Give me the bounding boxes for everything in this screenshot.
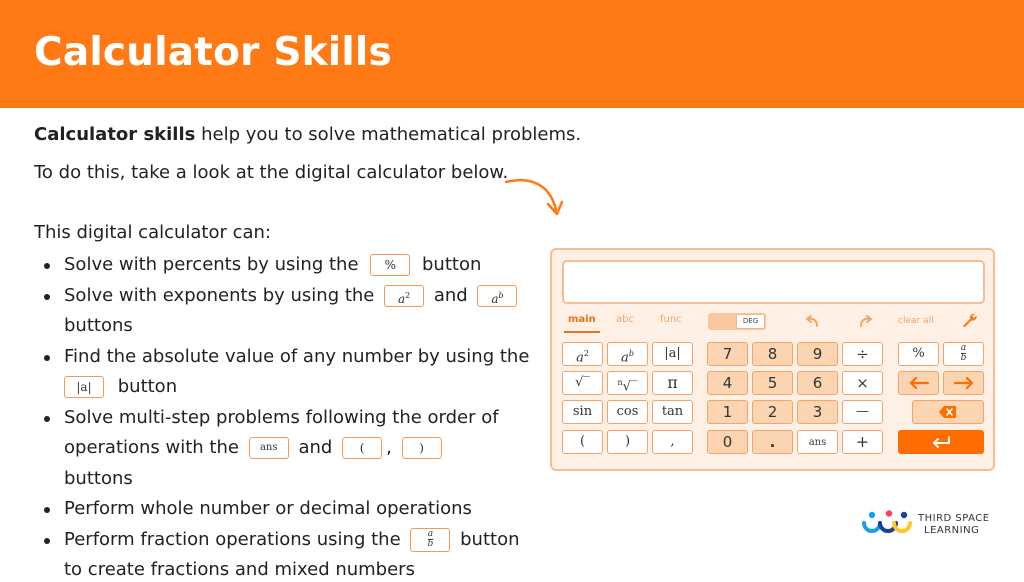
key-base: a	[491, 291, 499, 306]
cursor-right-key[interactable]	[943, 371, 984, 395]
intro-line-3: This digital calculator can:	[34, 222, 272, 243]
key-exp: b	[498, 290, 504, 300]
left-paren-key-inline: (	[342, 437, 382, 459]
frac-num: a	[960, 343, 967, 353]
square-key-inline	[384, 285, 424, 307]
bullet-text: Solve multi-step problems following the order of operations with the	[64, 406, 499, 458]
right-arrow-icon	[953, 377, 975, 389]
bullet-text: ,	[386, 437, 392, 458]
key-base: a	[621, 350, 629, 366]
backspace-key[interactable]	[912, 400, 984, 424]
key-base: a	[576, 350, 584, 366]
bullet-text: button to create fractions and mixed numbers	[64, 528, 520, 580]
bullet-text: buttons	[64, 315, 133, 336]
fraction-key-inline	[410, 528, 450, 552]
bullet-text: and	[298, 437, 333, 458]
enter-key[interactable]	[898, 430, 984, 454]
tab-main[interactable]: main	[568, 314, 596, 325]
multiply-key[interactable]: ×	[842, 371, 883, 395]
digit-5-key[interactable]: 5	[752, 371, 793, 395]
bullet-text: button	[422, 254, 482, 275]
page-title: Calculator Skills	[34, 30, 392, 75]
power-key[interactable]	[607, 342, 648, 366]
ans-key-inline: ans	[249, 437, 289, 459]
percent-key[interactable]: %	[898, 342, 939, 366]
deg-toggle-label: DEG	[736, 314, 765, 329]
key-exp: 2	[405, 290, 411, 300]
abs-key-inline: |a|	[64, 376, 104, 398]
curved-arrow-icon	[502, 176, 566, 220]
sin-key[interactable]: sin	[562, 400, 603, 424]
redo-icon[interactable]	[858, 313, 874, 329]
logo-line-2: LEARNING	[924, 525, 980, 536]
plus-key[interactable]: +	[842, 430, 883, 454]
ans-key-label: ans	[808, 437, 827, 448]
undo-icon[interactable]	[804, 313, 820, 329]
decimal-point-key[interactable]: .	[752, 430, 793, 454]
key-exp: b	[628, 349, 634, 358]
nth-root-key[interactable]	[607, 371, 648, 395]
bullet-text: Perform fraction operations using the	[64, 528, 401, 550]
bullet-text: Find the absolute value of any number by using the	[64, 345, 530, 367]
list-item	[34, 403, 514, 495]
percent-key-inline: %	[370, 254, 410, 276]
header-banner	[0, 0, 1024, 108]
bullet-text: Solve with exponents by using the	[64, 284, 375, 306]
bullet-text: button	[117, 376, 178, 397]
intro-line-2: To do this, take a look at the digital calculator below.	[34, 162, 509, 183]
logo-wordmark	[918, 513, 990, 537]
deg-toggle[interactable]	[708, 313, 766, 330]
cursor-left-key[interactable]	[898, 371, 939, 395]
digit-2-key[interactable]: 2	[752, 400, 793, 424]
key-base: √‾	[622, 379, 638, 395]
digit-6-key[interactable]: 6	[797, 371, 838, 395]
left-arrow-icon	[908, 377, 930, 389]
backspace-icon	[939, 406, 957, 418]
list-item	[34, 342, 534, 403]
key-exp: n	[617, 378, 623, 387]
key-exp: 2	[583, 349, 589, 358]
bullet-text: buttons	[64, 467, 133, 489]
list-item	[34, 281, 534, 342]
digit-4-key[interactable]: 4	[707, 371, 748, 395]
capability-list	[34, 250, 534, 582]
frac-den: b	[960, 353, 967, 363]
right-paren-key[interactable]: )	[607, 430, 648, 454]
pi-key[interactable]: π	[652, 371, 693, 395]
bullet-text: and	[433, 284, 468, 306]
cos-key[interactable]: cos	[607, 400, 648, 424]
left-paren-key[interactable]: (	[562, 430, 603, 454]
tab-abc[interactable]: abc	[616, 314, 634, 325]
frac-num: a	[427, 528, 434, 539]
digit-0-key[interactable]: 0	[707, 430, 748, 454]
third-space-learning-logo-icon	[862, 510, 912, 538]
list-item	[34, 250, 534, 281]
digit-1-key[interactable]: 1	[707, 400, 748, 424]
tan-key[interactable]: tan	[652, 400, 693, 424]
intro-line-1	[34, 124, 581, 145]
divide-key[interactable]: ÷	[842, 342, 883, 366]
enter-icon	[930, 436, 952, 448]
intro-rest: help you to solve mathematical problems.	[195, 124, 582, 145]
digit-9-key[interactable]: 9	[797, 342, 838, 366]
tab-func[interactable]: func	[660, 314, 682, 325]
right-paren-key-inline: )	[402, 437, 442, 459]
bullet-text: Perform whole number or decimal operations	[64, 498, 472, 519]
square-key[interactable]	[562, 342, 603, 366]
power-key-inline	[477, 285, 517, 307]
comma-key[interactable]: ,	[652, 430, 693, 454]
sqrt-key[interactable]: √‾	[562, 371, 603, 395]
key-base: a	[398, 291, 406, 306]
intro-bold: Calculator skills	[34, 124, 196, 145]
list-item	[34, 525, 534, 582]
minus-key[interactable]: —	[842, 400, 883, 424]
wrench-icon[interactable]	[960, 311, 978, 329]
frac-den: b	[427, 538, 434, 549]
ans-key[interactable]	[797, 430, 838, 454]
logo-line-1: THIRD SPACE	[918, 513, 990, 524]
active-tab-indicator	[564, 331, 600, 333]
calculator-display[interactable]	[562, 260, 985, 304]
list-item	[34, 494, 534, 525]
digital-calculator	[550, 248, 995, 471]
abs-key[interactable]: |a|	[652, 342, 693, 366]
bullet-text: Solve with percents by using the	[64, 254, 359, 275]
clear-all-button[interactable]: clear all	[898, 316, 934, 326]
digit-3-key[interactable]: 3	[797, 400, 838, 424]
digit-7-key[interactable]: 7	[707, 342, 748, 366]
fraction-key[interactable]	[943, 342, 984, 366]
digit-8-key[interactable]: 8	[752, 342, 793, 366]
